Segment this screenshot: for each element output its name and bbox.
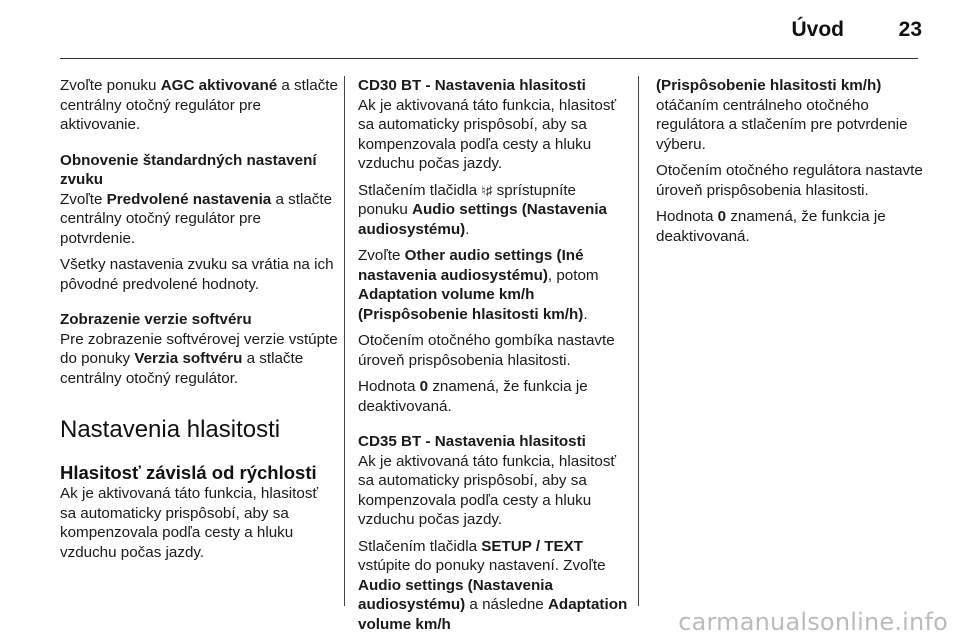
menu-term: AGC aktivované (160, 77, 278, 94)
text: a stlačte centrálny otočný regulátor. (60, 350, 304, 387)
paragraph (358, 181, 630, 240)
column-divider (638, 76, 639, 606)
text: sprístupníte ponuku (358, 181, 576, 218)
paragraph (358, 246, 630, 324)
sound-button-icon: ♮♯ (481, 182, 493, 198)
subheading-cd35: CD35 BT - Nastavenia hlasitosti (358, 433, 586, 450)
header-rule (60, 58, 918, 59)
menu-term: Adaptation volume km/h (Prispôsobenie hlasitosti km/h) (358, 286, 584, 323)
section-heading: Nastavenia hlasitosti (60, 416, 281, 443)
paragraph: Ak je aktivovaná táto funkcia, hlasitosť sa automaticky prispôsobí, aby sa kompenzovala podľa cesty a hluku vzduchu počas jazdy. (358, 452, 617, 528)
paragraph (656, 207, 928, 246)
value-term: 0 (717, 208, 727, 225)
text: znamená, že funkcia je deaktivovaná. (358, 378, 588, 415)
subsection-heading: Hlasitosť závislá od rýchlosti (60, 462, 317, 483)
subheading-software: Zobrazenie verzie softvéru (60, 311, 252, 328)
text: Hodnota (656, 208, 718, 225)
paragraph: Otočením otočného gombíka nastavte úroveň prispôsobenia hlasitosti. (358, 332, 615, 369)
paragraph: Otočením otočného regulátora nastavte úroveň prispôsobenia hlasitosti. (656, 162, 923, 199)
menu-term: (Prispôsobenie hlasitosti km/h) (656, 77, 882, 94)
text: znamená, že funkcia je deaktivovaná. (656, 208, 886, 245)
paragraph: Ak je aktivovaná táto funkcia, hlasitosť sa automaticky prispôsobí, aby sa kompenzovala podľa cesty a hluku vzduchu počas jazdy. (358, 96, 617, 172)
column-3 (656, 76, 928, 253)
page-header (0, 0, 960, 62)
text: , potom (547, 266, 599, 284)
menu-term: Verzia softvéru (134, 350, 243, 367)
paragraph: Ak je aktivovaná táto funkcia, hlasitosť sa automaticky prispôsobí, aby sa kompenzovala podľa cesty a hluku vzduchu počas jazdy. (60, 485, 319, 561)
paragraph (656, 76, 928, 154)
menu-term: Audio settings (Nastavenia audiosystému) (358, 576, 553, 613)
paragraph (358, 537, 630, 635)
text: a stlačte centrálny otočný regulátor pre aktivovanie. (60, 77, 338, 133)
text: Zvoľte (358, 247, 405, 264)
button-term: SETUP / TEXT (481, 537, 584, 555)
paragraph (60, 330, 338, 389)
menu-term: Predvolené nastavenia (106, 190, 272, 208)
text: Stlačením tlačidla (358, 537, 482, 555)
paragraph (60, 190, 338, 249)
text: Stlačením tlačidla (358, 181, 482, 199)
paragraph (60, 76, 338, 135)
section-title: Úvod (791, 18, 844, 41)
text: Hodnota (358, 378, 420, 395)
text: Zvoľte ponuku (60, 77, 161, 94)
text: vstúpite do ponuky nastavení. Zvoľte (358, 557, 606, 574)
menu-term: Adaptation volume km/h (358, 596, 628, 633)
text: Pre zobrazenie softvérovej verzie vstúpte do ponuky (60, 330, 338, 367)
paragraph (358, 377, 630, 416)
subheading-cd30: CD30 BT - Nastavenia hlasitosti (358, 77, 586, 94)
value-term: 0 (419, 378, 429, 395)
page-number: 23 (898, 18, 922, 41)
column-2 (358, 76, 630, 641)
paragraph: Všetky nastavenia zvuku sa vrátia na ich pôvodné predvolené hodnoty. (60, 256, 334, 293)
text: Zvoľte (60, 190, 107, 208)
watermark: carmanualsonline.info (678, 608, 948, 636)
text: a následne (465, 596, 548, 613)
menu-term: Other audio settings (Iné nastavenia audiosystému) (358, 247, 584, 284)
text: . (583, 305, 588, 323)
column-divider (344, 76, 345, 606)
menu-term: Audio settings (Nastavenia audiosystému) (358, 201, 607, 238)
text: otáčaním centrálneho otočného regulátora a stlačením pre potvrdenie výberu. (656, 96, 908, 153)
column-1 (60, 76, 338, 569)
subheading-reset: Obnovenie štandardných nastavení zvuku (60, 151, 317, 188)
text: . (465, 220, 470, 238)
text: a stlačte centrálny otočný regulátor pre potvrdenie. (60, 190, 333, 247)
